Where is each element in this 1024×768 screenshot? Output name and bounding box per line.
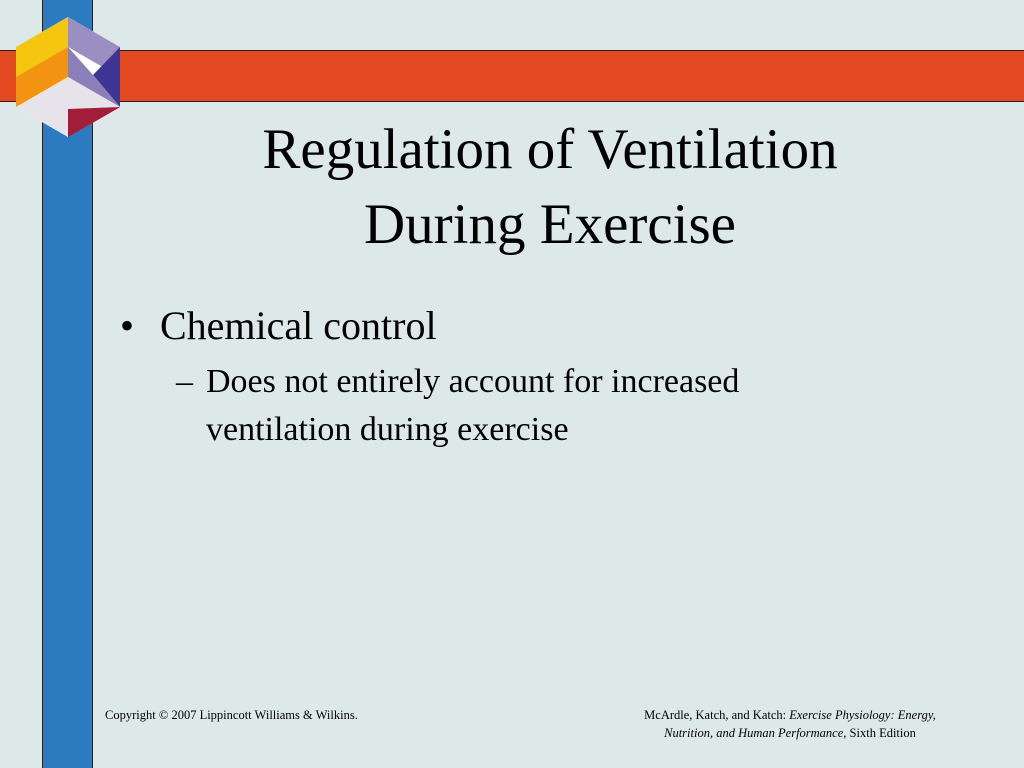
slide-title (140, 112, 960, 262)
title-line-2: During Exercise (364, 193, 736, 256)
bullet-marker: • (120, 303, 135, 348)
horizontal-orange-bar (0, 50, 1024, 102)
footer-copyright: Copyright © 2007 Lippincott Williams & Wilkins. (105, 708, 358, 722)
title-line-1: Regulation of Ventilation (262, 118, 838, 181)
footer-book-title-2: Nutrition, and Human Performance, (664, 726, 847, 740)
sub-bullet-line-1: Does not entirely account for increased (206, 363, 740, 400)
bullet-text: Chemical control (160, 303, 437, 348)
footer-edition: Sixth Edition (849, 726, 916, 740)
cube-logo-icon (13, 15, 123, 139)
sub-bullet-text (206, 358, 856, 454)
footer-citation (585, 706, 995, 742)
footer-book-title-1: Exercise Physiology: Energy, (789, 708, 936, 722)
sub-bullet-line-2: ventilation during exercise (206, 411, 569, 448)
bullet-list (120, 298, 980, 454)
bullet-item (120, 298, 980, 354)
sub-bullet-item (176, 358, 980, 454)
sub-bullet-marker: – (176, 363, 193, 400)
footer-authors: McArdle, Katch, and Katch: (644, 708, 787, 722)
